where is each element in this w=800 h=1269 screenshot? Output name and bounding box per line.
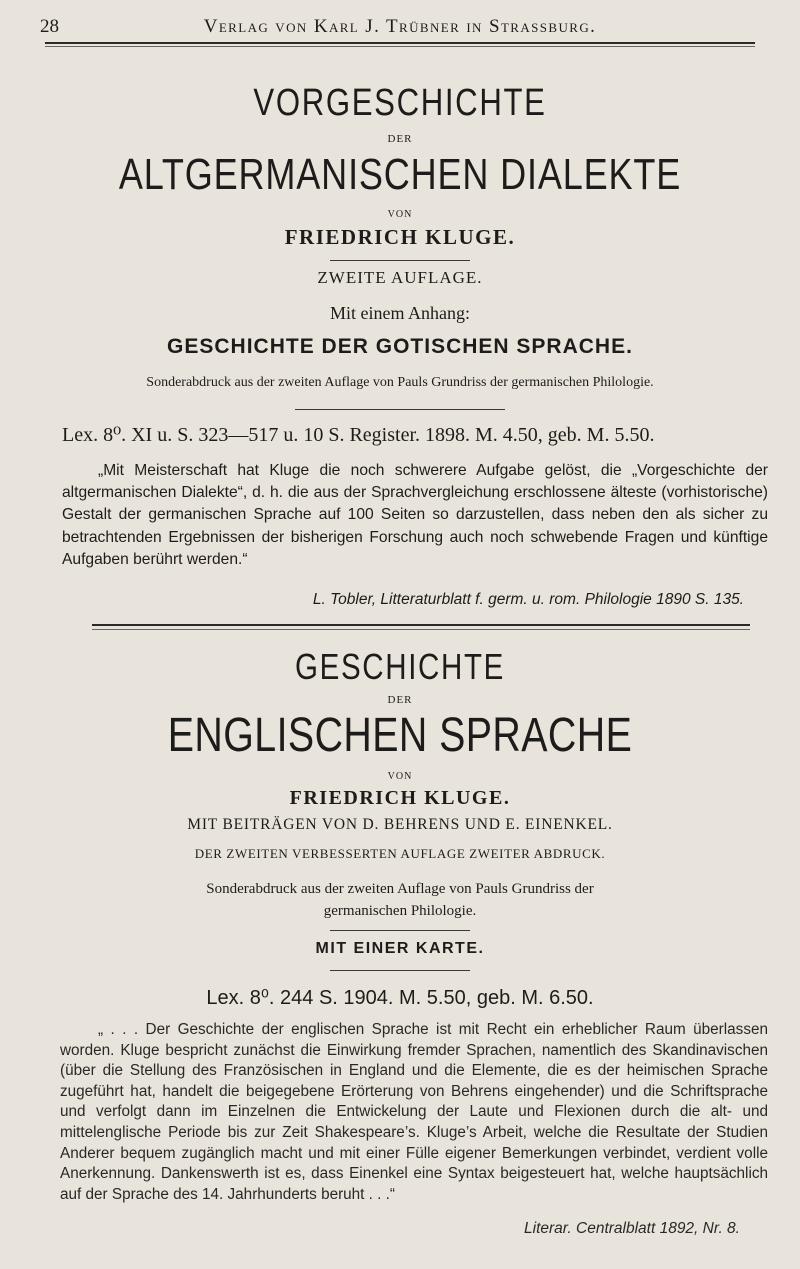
- book2-offprint-note: Sonderabdruck aus der zweiten Auflage von Pauls Grundriss der germanischen Philologie.: [206, 881, 594, 919]
- book2-rule: [330, 930, 470, 931]
- book2-review-source: Literar. Centralblatt 1892, Nr. 8.: [524, 1220, 740, 1237]
- book2-reprint-note: DER ZWEITEN VERBESSERTEN AUFLAGE ZWEITER ABDRUCK.: [194, 846, 606, 861]
- book2-map-note: MIT EINER KARTE.: [315, 940, 485, 957]
- book1-review-text: „Mit Meisterschaft hat Kluge die noch schwerere Aufgabe gelöst, die „Vorgeschichte der altgermanischen Dialekte“, d. h. die aus der Sprachvergleichung erschlossene älteste (vorhistorische) Gestalt der germanischen Sprache auf 100 Seiten so darzustellen, dass neben den als sicher zu betrachtenden Ergebnissen der bisherigen Forschung auch noch schwebende Fragen und künftige Aufgaben berührt werden.“: [62, 462, 768, 568]
- book1-title: VORGESCHICHTE: [253, 82, 547, 124]
- book1-author: FRIEDRICH KLUGE.: [284, 225, 516, 249]
- book1-offprint-note: Sonderabdruck aus der zweiten Auflage von Pauls Grundriss der germanischen Philologie.: [146, 375, 654, 390]
- section-separator-thin: [92, 629, 750, 630]
- book1-edition: ZWEITE AUFLAGE.: [317, 268, 483, 287]
- book1-der: DER: [387, 133, 413, 145]
- book2-contributors: MIT BEITRÄGEN VON D. BEHRENS UND E. EINENKEL.: [187, 816, 613, 833]
- book1-anhang-title: GESCHICHTE DER GOTISCHEN SPRACHE.: [167, 335, 633, 358]
- book2-von: VON: [387, 771, 413, 782]
- book2-rule2: [330, 970, 470, 971]
- book2-der: DER: [387, 694, 413, 706]
- book1-von: VON: [387, 209, 413, 220]
- header-rule-thin: [45, 46, 755, 47]
- book1-price-line: Lex. 8⁰. XI u. S. 323—517 u. 10 S. Register. 1898. M. 4.50, geb. M. 5.50.: [62, 424, 655, 446]
- book2-review-quote: [60, 1020, 768, 1205]
- book2-main-title: ENGLISCHEN SPRACHE: [167, 709, 633, 762]
- book2-review-text: „ . . . Der Geschichte der englischen Sprache ist mit Recht ein erheblicher Raum überlassen worden. Kluge bespricht zunächst die Einwirkung fremder Sprachen, namentlich des Skandinavischen (über die Stellung des Französischen in England und die Elemente, die es der heimischen Sprache zugeführt hat, handelt die beigegebene Erörterung von Behrens eingehender) und die Schriftsprache und verfolgt dann im Einzelnen die Entwickelung der Laute und Flexionen durch die alt- und mittelenglische Periode bis zur Zeit Shakespeare’s. Kluge’s Arbeit, welche die Resultate der Studien Anderer bequem zugänglich macht und mit einer Fülle eigener Bemerkungen verbindet, verdient volle Anerkennung. Dankenswerth ist es, dass Einenkel eine Syntax beigesteuert hat, welche hauptsächlich auf der Sprache des 14. Jahrhunderts beruht . . .“: [60, 1021, 768, 1203]
- page-number: 28: [40, 16, 59, 37]
- section-separator: [92, 624, 750, 626]
- page-header: [40, 10, 760, 40]
- book1-main-title: ALTGERMANISCHEN DIALEKTE: [118, 150, 682, 199]
- book2-author: FRIEDRICH KLUGE.: [289, 787, 511, 809]
- book2-price-line: Lex. 8⁰. 244 S. 1904. M. 5.50, geb. M. 6.50.: [206, 987, 594, 1009]
- book1-rule2: [295, 409, 505, 410]
- book1-rule: [330, 260, 470, 261]
- publisher-line: Verlag von Karl J. Trübner in Strassburg.: [203, 16, 597, 37]
- book1-anhang: Mit einem Anhang:: [330, 303, 470, 323]
- book2-title: GESCHICHTE: [295, 646, 505, 687]
- header-rule: [45, 42, 755, 44]
- book1-review-quote: [62, 460, 768, 571]
- book1-review-source: L. Tobler, Litteraturblatt f. germ. u. rom. Philologie 1890 S. 135.: [312, 591, 744, 608]
